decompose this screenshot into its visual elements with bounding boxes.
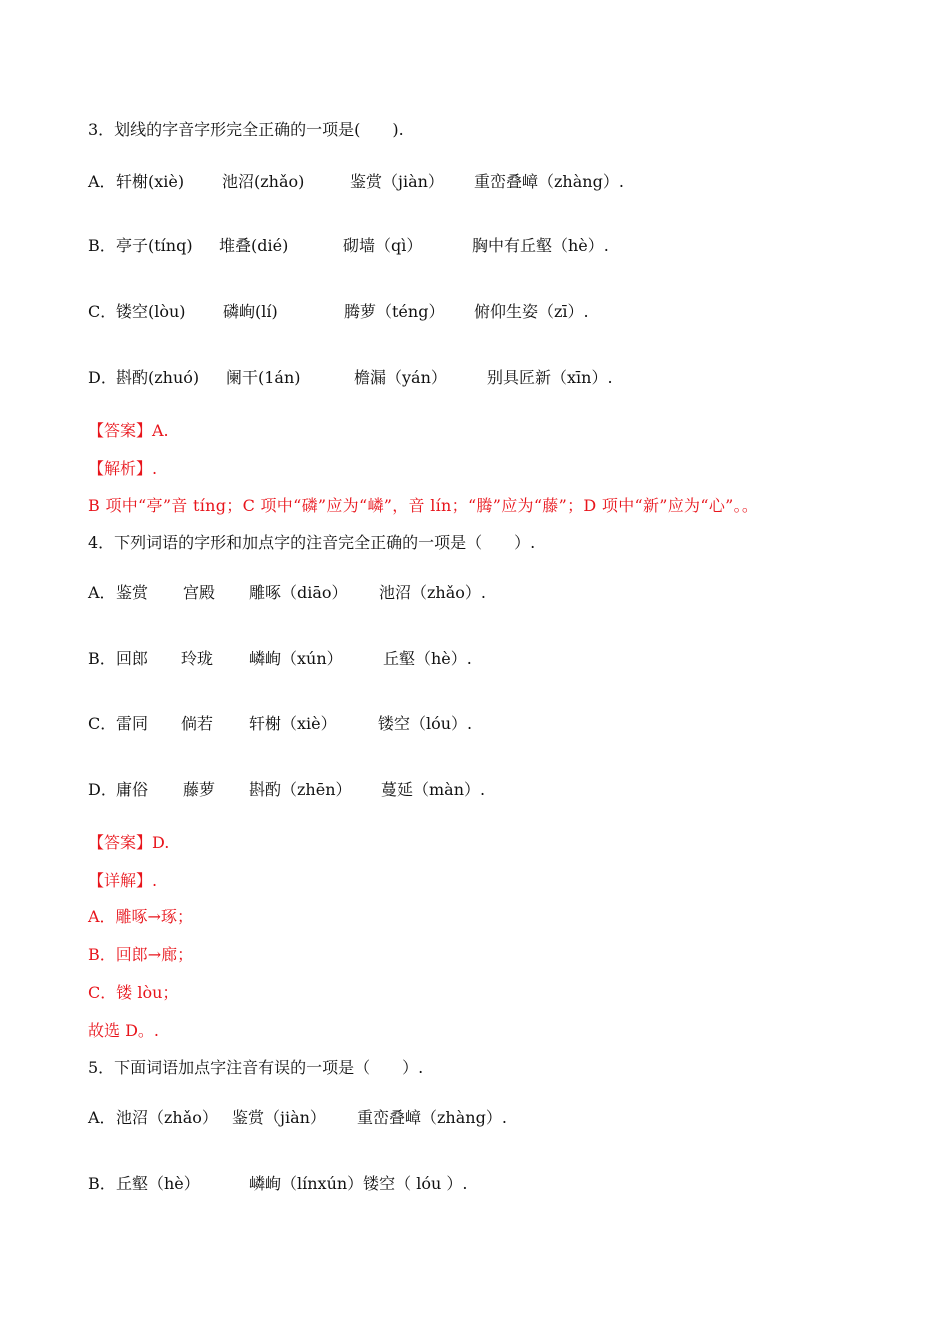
option-item: 堆叠(dié): [219, 236, 289, 255]
option-item: 嶙峋（xún）: [249, 649, 343, 668]
option-item: 丘壑（hè）.: [383, 649, 472, 668]
option-item: 重峦叠嶂（zhàng）.: [357, 1108, 507, 1127]
option-item: 镂空(lòu): [116, 302, 186, 321]
option-label: A．: [88, 172, 116, 191]
option-item: 雕啄（diāo）: [249, 583, 348, 602]
option-item: 磷峋(lí): [223, 302, 278, 321]
option-item: 宫殿: [183, 583, 216, 602]
question-3-stem: 3．划线的字音字形完全正确的一项是( ).: [88, 120, 404, 139]
option-item: 斟酌（zhēn）: [249, 780, 352, 799]
question-4-detail-title: 【详解】.: [88, 871, 158, 890]
option-item: 重峦叠嶂（zhàng）.: [474, 172, 624, 191]
option-item: 俯仰生姿（zī）.: [474, 302, 589, 321]
question-5-stem: 5．下面词语加点字注音有误的一项是（ ）.: [88, 1058, 424, 1077]
option-item: 腾萝（téng）: [344, 302, 445, 321]
option-item: 别具匠新（xīn）.: [487, 368, 613, 387]
option-label: D．: [88, 780, 117, 799]
option-label: B．: [88, 649, 116, 668]
option-item: 池沼(zhǎo): [222, 172, 305, 191]
option-label: C．: [88, 714, 117, 733]
question-3-answer: 【答案】A.: [88, 421, 169, 440]
question-4-detail-a: A．雕啄→琢；: [88, 907, 193, 926]
option-item: 藤萝: [183, 780, 216, 799]
option-item: 鉴赏: [116, 583, 149, 602]
option-item: 鉴赏（jiàn）: [350, 172, 444, 191]
option-item: 倘若: [181, 714, 214, 733]
option-item: 丘壑（hè）: [116, 1174, 200, 1193]
option-item: 庸俗: [116, 780, 149, 799]
option-item: 轩榭（xiè）: [249, 714, 337, 733]
option-item: 池沼（zhǎo）.: [379, 583, 486, 602]
option-item: 檐漏（yán）: [354, 368, 447, 387]
option-item: 雷同: [116, 714, 149, 733]
question-4-conclusion: 故选 D。.: [88, 1021, 160, 1040]
option-item: 亭子(tínq): [116, 236, 193, 255]
question-4-stem: 4．下列词语的字形和加点字的注音完全正确的一项是（ ）.: [88, 533, 536, 552]
option-label: B．: [88, 236, 116, 255]
option-label: D．: [88, 368, 117, 387]
question-4-detail-c: C．镂 lòu；: [88, 983, 179, 1002]
option-item: 池沼（zhǎo）: [116, 1108, 218, 1127]
option-item: 鉴赏（jiàn）: [232, 1108, 326, 1127]
option-label: A．: [88, 1108, 116, 1127]
option-item: 胸中有丘壑（hè）.: [472, 236, 609, 255]
option-label: B．: [88, 1174, 116, 1193]
question-4-answer: 【答案】D.: [88, 833, 170, 852]
option-item: 镂空（lóu）.: [378, 714, 473, 733]
option-item: 玲珑: [181, 649, 214, 668]
option-label: A．: [88, 583, 116, 602]
option-item: 阑干(1án): [226, 368, 301, 387]
option-item: 回郎: [116, 649, 149, 668]
question-3-analysis: B 项中“亭”音 tíng；C 项中“磷”应为“嶙”，音 lín；“腾”应为“藤”；D 项中“新”应为“心”。。: [88, 496, 759, 515]
option-label: C．: [88, 302, 117, 321]
question-4-detail-b: B．回郎→廊；: [88, 945, 194, 964]
option-item: 蔓延（màn）.: [381, 780, 486, 799]
option-item: 砌墙（qì）: [343, 236, 423, 255]
option-item: 嶙峋（línxún）镂空（ lóu ）.: [249, 1174, 468, 1193]
question-3-analysis-title: 【解析】.: [88, 459, 158, 478]
option-item: 轩榭(xiè): [116, 172, 185, 191]
option-item: 斟酌(zhuó): [116, 368, 200, 387]
